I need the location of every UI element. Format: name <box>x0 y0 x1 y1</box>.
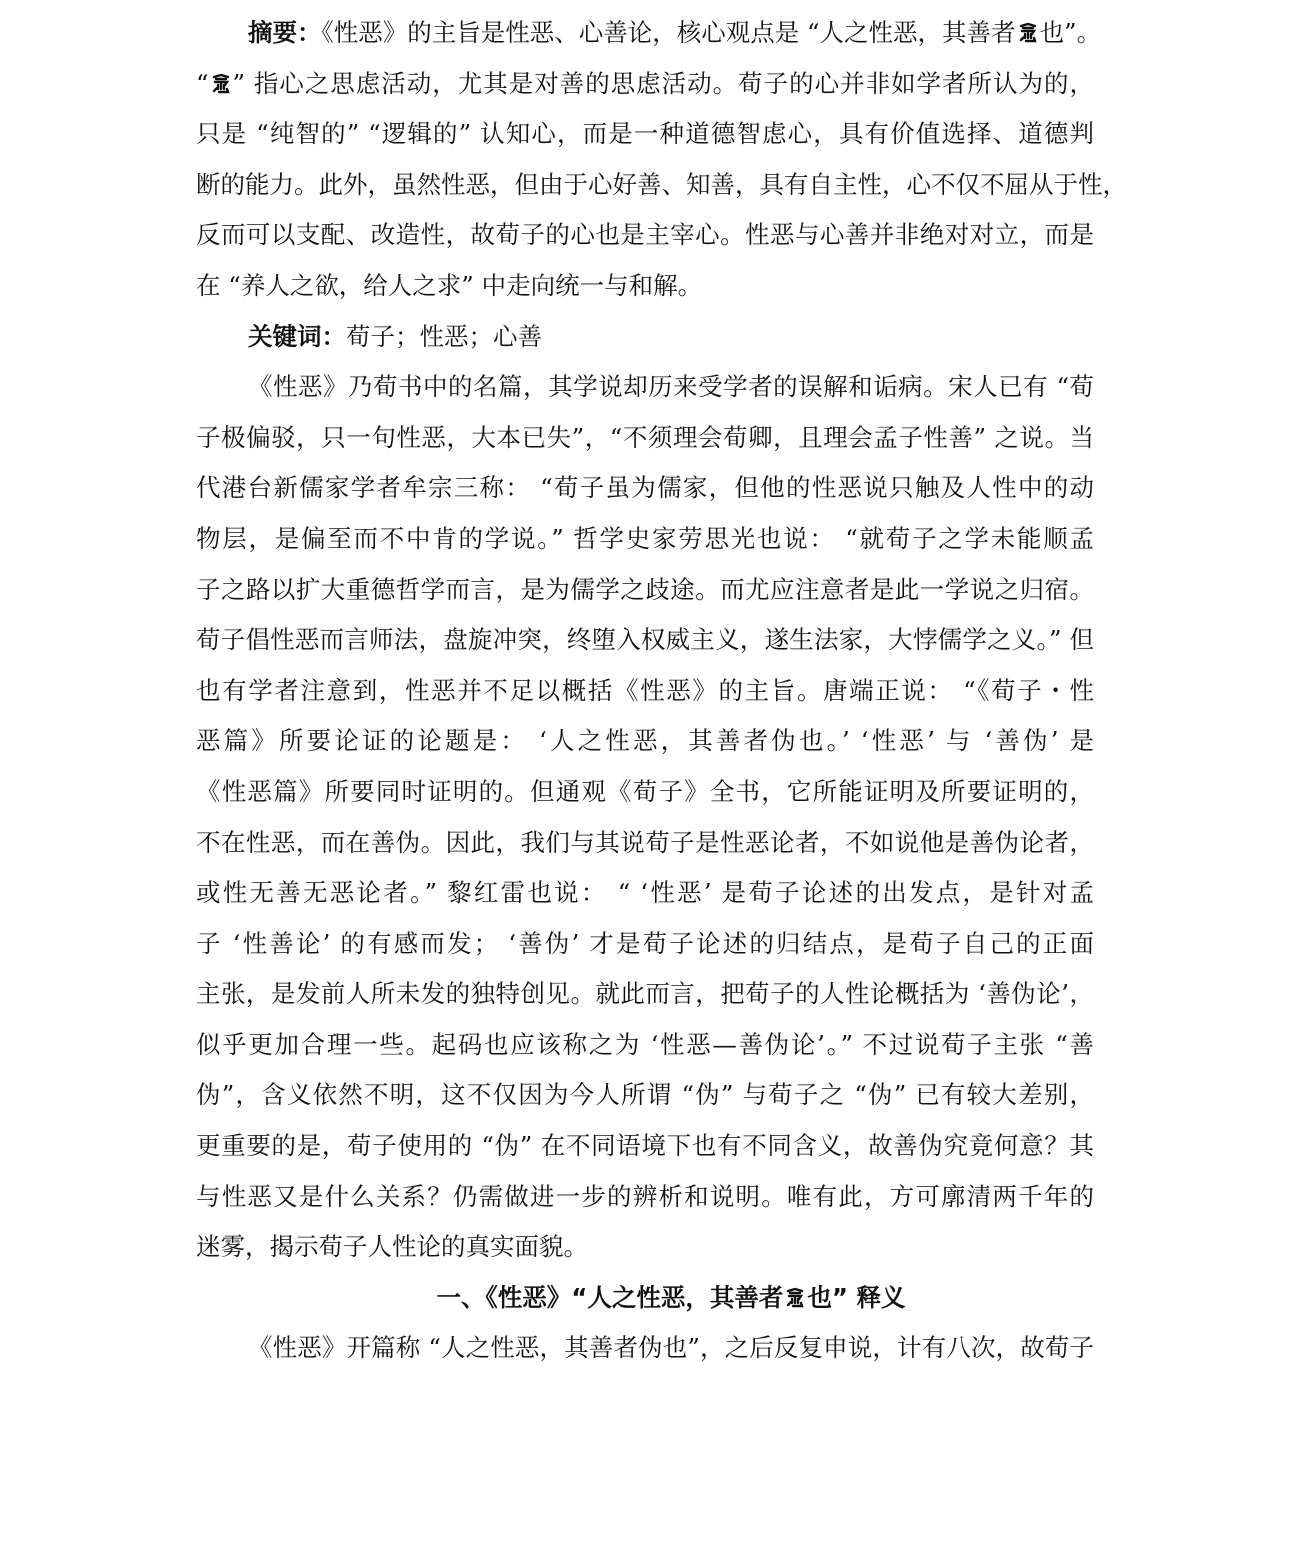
wei-glyph-icon <box>784 1287 806 1309</box>
body-line: 子之路以扩大重德哲学而言，是为儒学之歧途。而尤应注意者是此一学说之归宿。 <box>196 574 1094 604</box>
body-line: 与性恶又是什么关系？仍需做进一步的辨析和说明。唯有此，方可廓清两千年的 <box>196 1181 1094 1211</box>
abstract-text-2b: ” 指心之思虑活动，尤其是对善的思虑活动。荀子的心并非如学者所认为的， <box>232 68 1094 98</box>
body-line: 恶篇》所要论证的论题是： ‘人之性恶，其善者伪也。’ ‘性恶’ 与 ‘善伪’ 是 <box>196 726 1094 756</box>
wei-glyph-icon <box>210 73 232 95</box>
body-line: 或性无善无恶论者。” 黎红雷也说： “ ‘性恶’ 是荀子论述的出发点，是针对孟 <box>196 878 1094 908</box>
abstract-line-3: 只是 “纯智的” “逻辑的” 认知心，而是一种道德智虑心，具有价值选择、道德判 <box>196 119 1094 149</box>
keywords-line <box>196 312 1094 363</box>
body-line: 不在性恶，而在善伪。因此，我们与其说荀子是性恶论者，不如说他是善伪论者， <box>196 827 1094 857</box>
body-line: 似乎更加合理一些。起码也应该称之为 ‘性恶—善伪论’。” 不过说荀子主张 “善 <box>196 1029 1094 1059</box>
body-line: 迷雾，揭示荀子人性论的真实面貌。 <box>196 1232 588 1262</box>
body-line: 主张，是发前人所未发的独特创见。就此而言，把荀子的人性论概括为 ‘善伪论’， <box>196 979 1094 1009</box>
body-line: 荀子倡性恶而言师法，盘旋冲突，终堕入权威主义，遂生法家，大悖儒学之义。” 但 <box>196 625 1094 655</box>
body-line: 伪”，含义依然不明，这不仅因为今人所谓 “伪” 与荀子之 “伪” 已有较大差别， <box>196 1080 1094 1110</box>
body-line: 代港台新儒家学者牟宗三称： “荀子虽为儒家，但他的性恶说只触及人性中的动 <box>196 473 1094 503</box>
section-heading-text-b: 也” 释义 <box>807 1282 906 1312</box>
abstract-line-6: 在 “养人之欲，给人之求” 中走向统一与和解。 <box>196 270 703 300</box>
abstract-text-1b: 也”。 <box>1039 18 1102 47</box>
section-body-line: 《性恶》开篇称 “人之性恶，其善者伪也”，之后反复申说，计有八次，故荀子 <box>248 1333 1094 1363</box>
body-line: 《性恶篇》所要同时证明的。但通观《荀子》全书，它所能证明及所要证明的， <box>196 776 1094 806</box>
abstract-text-1a: 《性恶》的主旨是性恶、心善论，核心观点是 “人之性恶，其善者 <box>321 18 1016 47</box>
section-heading-text-a: 一、《性恶》“人之性恶，其善者 <box>436 1282 784 1312</box>
abstract-line-2 <box>196 59 1094 110</box>
body-line: 物层，是偏至而不中肯的学说。” 哲学史家劳思光也说： “就荀子之学未能顺孟 <box>196 523 1094 553</box>
abstract-line-1 <box>196 8 1102 59</box>
article-page <box>196 8 1127 1374</box>
body-line: 子 ‘性善论’ 的有感而发； ‘善伪’ 才是荀子论述的归结点，是荀子自己的正面 <box>196 928 1094 958</box>
section-heading <box>196 1273 1094 1324</box>
abstract-line-4: 断的能力。此外，虽然性恶，但由于心好善、知善，具有自主性，心不仅不屈从于性， <box>196 169 1127 199</box>
keywords-text: 荀子；性恶；心善 <box>346 321 542 351</box>
abstract-line-5: 反而可以支配、改造性，故荀子的心也是主宰心。性恶与心善并非绝对对立，而是 <box>196 220 1094 250</box>
abstract-text-2a: “ <box>196 68 209 98</box>
body-line: 更重要的是，荀子使用的 “伪” 在不同语境下也有不同含义，故善伪究竟何意？其 <box>196 1131 1094 1161</box>
body-line: 也有学者注意到，性恶并不足以概括《性恶》的主旨。唐端正说： “《荀子・性 <box>196 675 1094 705</box>
wei-glyph-icon <box>1017 22 1039 44</box>
body-line: 《性恶》乃荀书中的名篇，其学说却历来受学者的误解和诟病。宋人已有 “荀 <box>248 372 1094 402</box>
keywords-label: 关键词： <box>248 321 346 351</box>
body-line: 子极偏驳，只一句性恶，大本已失”，“不须理会荀卿，且理会孟子性善” 之说。当 <box>196 422 1094 452</box>
abstract-label: 摘要： <box>248 18 322 47</box>
